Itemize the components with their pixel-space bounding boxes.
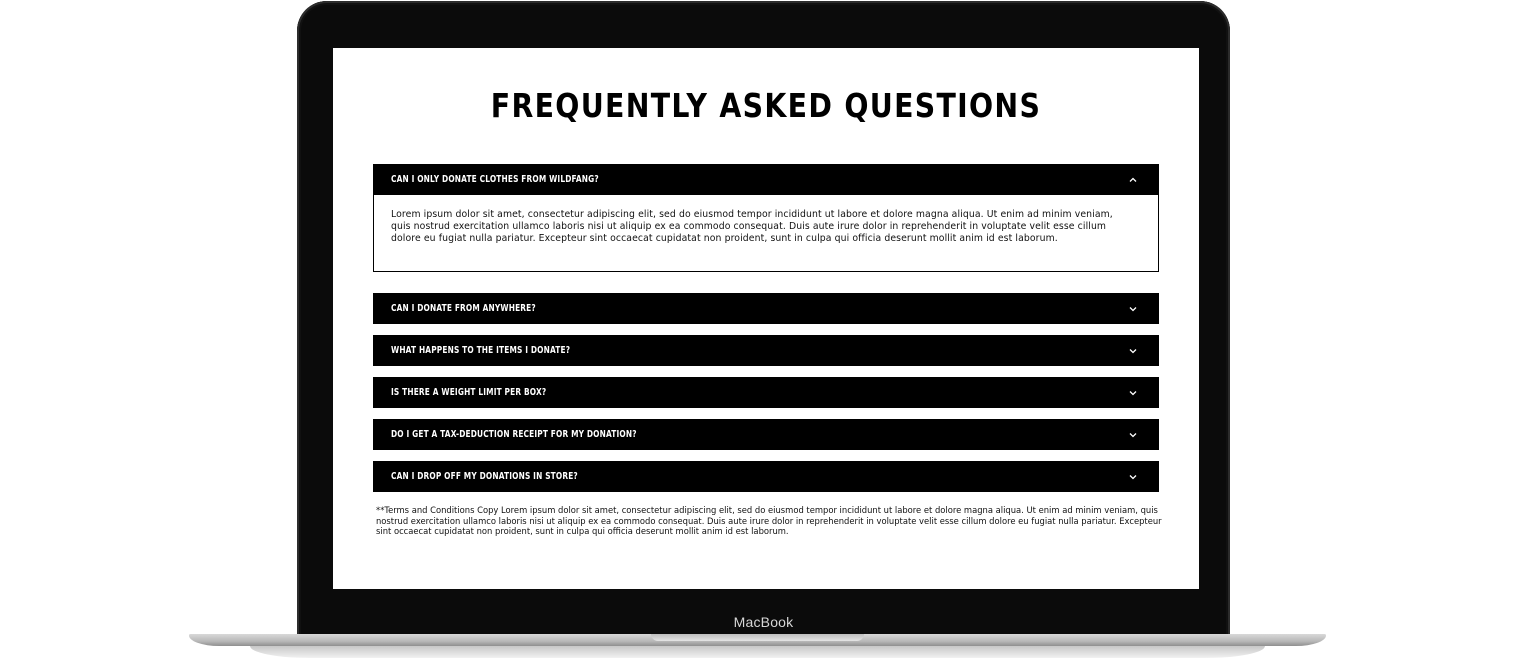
terms-and-conditions: **Terms and Conditions Copy Lorem ipsum dolor sit amet, consectetur adipiscing elit, sed do eiusmod tempor incididunt ut labore et dolore magna aliqua. Ut enim ad minim veniam, quis nostrud exercitation ullamco laboris nisi ut aliquip ex ea commodo consequat. Duis aute irure dolor in reprehenderit in voluptate velit esse cillum dolore eu fugiat nulla pariatur. Excepteur sint occaecat cupidatat non proident, sunt in culpa qui officia deserunt mollit anim id est laborum. bbox=[376, 505, 1162, 536]
faq-toggle[interactable] bbox=[373, 461, 1159, 492]
faq-list bbox=[373, 164, 1159, 492]
page-title: FREQUENTLY ASKED QUESTIONS bbox=[490, 86, 1042, 125]
chevron-down-icon bbox=[1129, 347, 1137, 355]
laptop-shadow bbox=[250, 646, 1265, 658]
faq-item bbox=[373, 335, 1159, 366]
chevron-down-icon bbox=[1129, 473, 1137, 481]
faq-question: CAN I ONLY DONATE CLOTHES FROM WILDFANG? bbox=[391, 174, 599, 185]
laptop-notch bbox=[651, 634, 864, 641]
chevron-down-icon bbox=[1129, 305, 1137, 313]
faq-question: IS THERE A WEIGHT LIMIT PER BOX? bbox=[391, 387, 547, 398]
chevron-down-icon bbox=[1129, 389, 1137, 397]
faq-question: WHAT HAPPENS TO THE ITEMS I DONATE? bbox=[391, 345, 571, 356]
faq-toggle[interactable] bbox=[373, 293, 1159, 324]
faq-item bbox=[373, 164, 1159, 272]
faq-item bbox=[373, 419, 1159, 450]
faq-toggle[interactable] bbox=[373, 377, 1159, 408]
chevron-down-icon bbox=[1129, 431, 1137, 439]
faq-toggle[interactable] bbox=[373, 419, 1159, 450]
faq-question: CAN I DONATE FROM ANYWHERE? bbox=[391, 303, 536, 314]
faq-toggle[interactable] bbox=[373, 335, 1159, 366]
faq-question: DO I GET A TAX-DEDUCTION RECEIPT FOR MY DONATION? bbox=[391, 429, 637, 440]
screen bbox=[333, 48, 1199, 589]
faq-toggle[interactable] bbox=[373, 164, 1159, 195]
chevron-up-icon bbox=[1129, 176, 1137, 184]
faq-item bbox=[373, 377, 1159, 408]
faq-answer: Lorem ipsum dolor sit amet, consectetur adipiscing elit, sed do eiusmod tempor incididunt ut labore et dolore magna aliqua. Ut enim ad minim veniam, quis nostrud exercitation ullamco laboris nisi ut aliquip ex ea commodo consequat. Duis aute irure dolor in reprehenderit in voluptate velit esse cillum dolore eu fugiat nulla pariatur. Excepteur sint occaecat cupidatat non proident, sunt in culpa qui officia deserunt mollit anim id est laborum. bbox=[373, 195, 1159, 272]
faq-question: CAN I DROP OFF MY DONATIONS IN STORE? bbox=[391, 471, 578, 482]
device-brand-label: MacBook bbox=[733, 614, 794, 630]
faq-item bbox=[373, 293, 1159, 324]
faq-item bbox=[373, 461, 1159, 492]
